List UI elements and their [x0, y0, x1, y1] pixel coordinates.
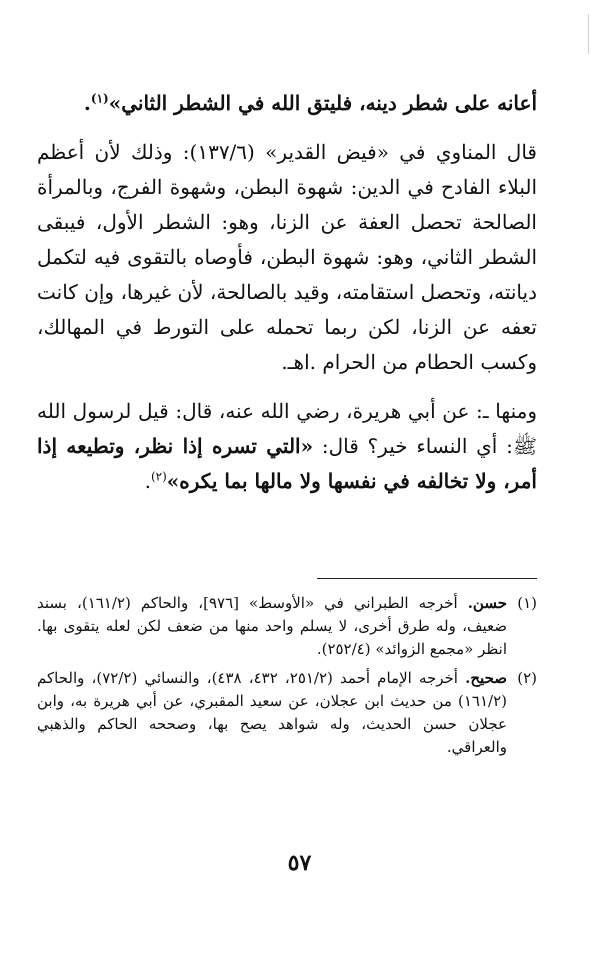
hadith-quote: «التي تسره إذا نظر، وتطيعه إذا أمر، ولا تخالفه في نفسها ولا مالها بما يكره»	[37, 434, 537, 493]
footnote-2-text: أخرجه الإمام أحمد (٢٥١/٢، ٤٣٢، ٤٣٨)، والنسائي (٧٢/٢)، والحاكم (١٦١/٢) من حديث ابن عجلان، عن سعيد المقبري، عن أبي هريرة به، وابن عجلان حسن الحديث، وله شواهد يصح بها، وصححه الحاكم والذهبي والعراقي.	[37, 669, 507, 756]
footnote-1-number: (١)	[517, 594, 537, 612]
paragraph-1-text: أعانه على شطر دينه، فليتق الله في الشطر الثاني»	[108, 91, 537, 115]
footnote-ref-1[interactable]: (١)	[90, 91, 109, 106]
main-text	[37, 86, 537, 499]
paragraph-1-end: .	[83, 91, 91, 115]
footnote-ref-2[interactable]: (٢)	[150, 469, 167, 484]
footnote-separator	[317, 578, 537, 579]
footnote-2	[37, 667, 537, 759]
footnote-1-grade: حسن.	[467, 594, 507, 612]
footnote-1	[37, 592, 537, 661]
paragraph-3-end: .	[144, 469, 151, 493]
footnote-2-grade: صحيح.	[465, 669, 507, 687]
paragraph-3-text: ومنها ـ: عن أبي هريرة، رضي الله عنه، قال: قيل لرسول الله ﷺ: أي النساء خير؟ قال:	[37, 399, 537, 458]
footnotes	[37, 592, 537, 765]
paragraph-2: قال المناوي في «فيض القدير» (١٣٧/٦): وذلك لأن أعظم البلاء الفادح في الدين: شهوة البطن، وشهوة الفرج، وبالمرأة الصالحة تحصل العفة عن الزنا، وهو: الشطر الأول، فيبقى الشطر الثاني، وهو: شهوة البطن، فأوصاه بالتقوى فيه لتكمل ديانته، وتحصل استقامته، وقيد بالصالحة، لأن غيرها، وإن كانت تعفه عن الزنا، لكن ربما تحمله على التورط في المهالك، وكسب الحطام من الحرام .اهـ.	[37, 140, 537, 374]
footnote-2-number: (٢)	[517, 669, 537, 687]
page-number: ٥٧	[287, 850, 312, 876]
footnote-1-text: أخرجه الطبراني في «الأوسط» [٩٧٦]، والحاكم (١٦١/٢)، بسند ضعيف، وله طرق أخرى، لا يسلم واحد منها من ضعف لكن لعله يتقوى بها. انظر «مجمع الزوائد» (٢٥٢/٤).	[37, 594, 507, 658]
paragraph-3	[37, 394, 537, 499]
paragraph-1	[37, 86, 537, 121]
binding-edge-mark	[588, 14, 589, 54]
